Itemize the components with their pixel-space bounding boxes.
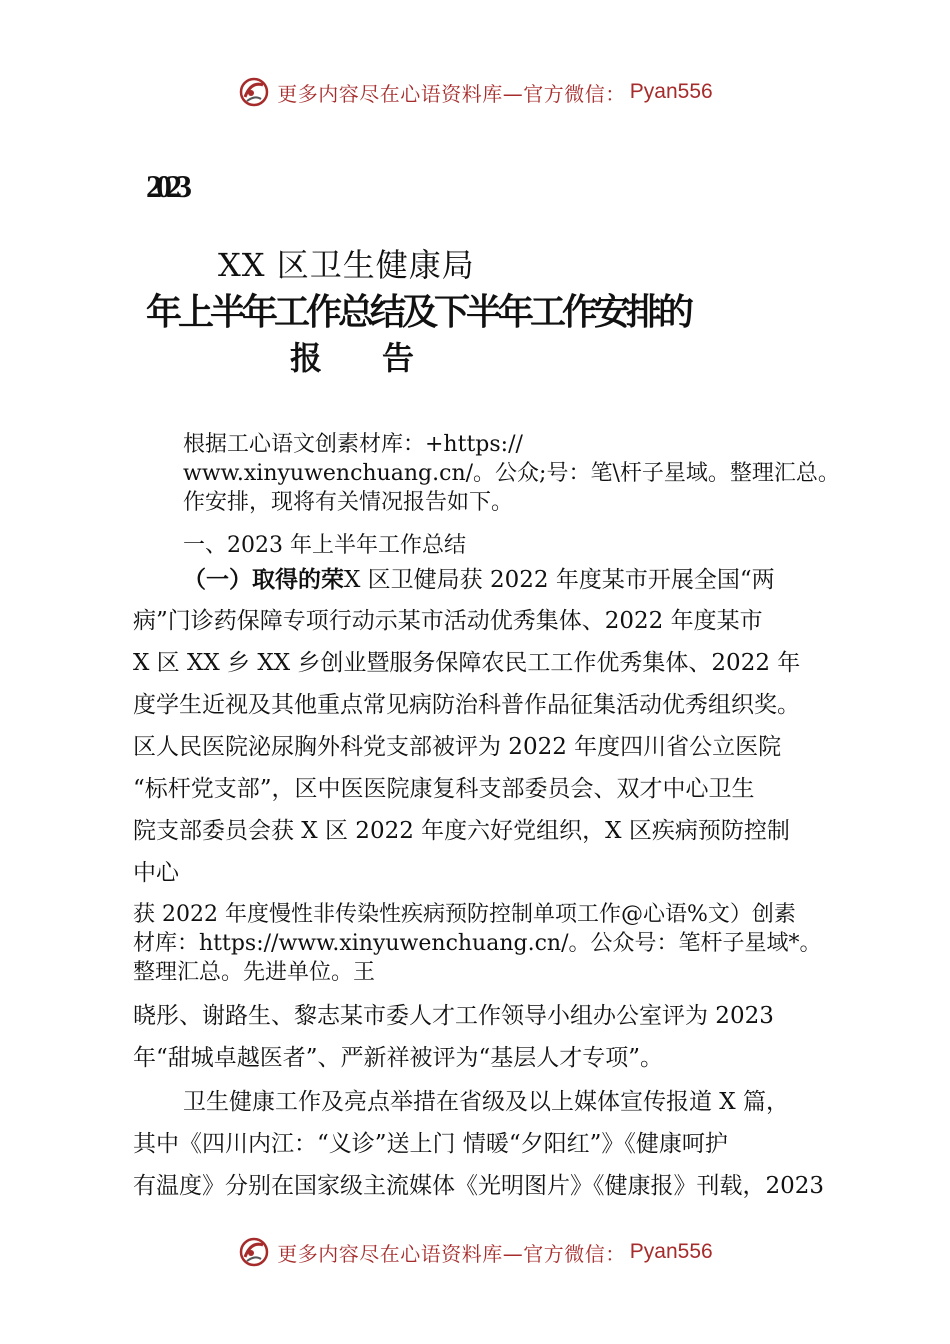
body-line [183, 568, 775, 592]
body-line: 区人民医院泌尿胸外科党支部被评为 2022 年度四川省公立医院 [133, 734, 782, 760]
body-line: 整理汇总。先进单位。王 [133, 960, 376, 985]
body-line: 卫生健康工作及亮点举措在省级及以上媒体宣传报道 X 篇， [183, 1089, 789, 1115]
body-line: “标杆党支部”，区中医医院康复科支部委员会、双才中心卫生 [133, 776, 755, 802]
body-line: 年“甜城卓越医者”、严新祥被评为“基层人才专项”。 [133, 1045, 664, 1071]
body-line: 中心 [133, 860, 179, 886]
body-line: 病”门诊药保障专项行动示某市活动优秀集体、2022 年度某市 [133, 608, 763, 634]
body-line: 院支部委员会获 X 区 2022 年度六好党组织，X 区疾病预防控制 [133, 818, 790, 844]
body-line: 有温度》分别在国家级主流媒体《光明图片》《健康报》刊载，2023 [133, 1173, 825, 1199]
watermark-text: 更多内容尽在心语资料库—官方微信： [277, 1241, 626, 1266]
document-year: 2023 [146, 168, 186, 204]
watermark-handle: Pyan556 [629, 80, 713, 103]
section-heading: 一、2023 年上半年工作总结 [183, 533, 466, 558]
red-swirl-logo-icon [237, 1235, 271, 1269]
red-swirl-logo-icon [237, 75, 271, 109]
document-title: 年上半年工作总结及下半年工作安排的 [146, 291, 691, 333]
watermark-handle: Pyan556 [629, 1240, 713, 1263]
intro-line: 作安排，现将有关情况报告如下。 [183, 490, 514, 515]
intro-line: www.xinyuwenchuang.cn/。公众;号：笔\杆子星域。整理汇总。 [183, 461, 840, 486]
report-label: 报告 [290, 339, 475, 377]
organization-name: XX 区卫生健康局 [218, 246, 475, 284]
watermark-banner-bottom [0, 1232, 950, 1272]
watermark-text: 更多内容尽在心语资料库—官方微信： [277, 81, 626, 106]
body-line: 材库：https://www.xinyuwenchuang.cn/。公众号：笔杆子星域*。 [133, 931, 822, 956]
body-line: 度学生近视及其他重点常见病防治科普作品征集活动优秀组织奖。 [133, 692, 800, 718]
intro-line: 根据工心语文创素材库：+https:// [183, 432, 523, 457]
body-text: X 区卫健局获 2022 年度某市开展全国“两 [344, 567, 775, 593]
body-line: 获 2022 年度慢性非传染性疾病预防控制单项工作@心语%文）创素 [133, 902, 796, 927]
body-line: 其中《四川内江：“义诊”送上门 情暖“夕阳红”》《健康呵护 [133, 1131, 728, 1157]
body-line: X 区 XX 乡 XX 乡创业暨服务保障农民工工作优秀集体、2022 年 [133, 650, 801, 676]
sub-heading: （一）取得的荣 [183, 566, 344, 593]
watermark-banner-top [0, 72, 950, 112]
body-line: 晓彤、谢路生、黎志某市委人才工作领导小组办公室评为 2023 [133, 1003, 774, 1029]
